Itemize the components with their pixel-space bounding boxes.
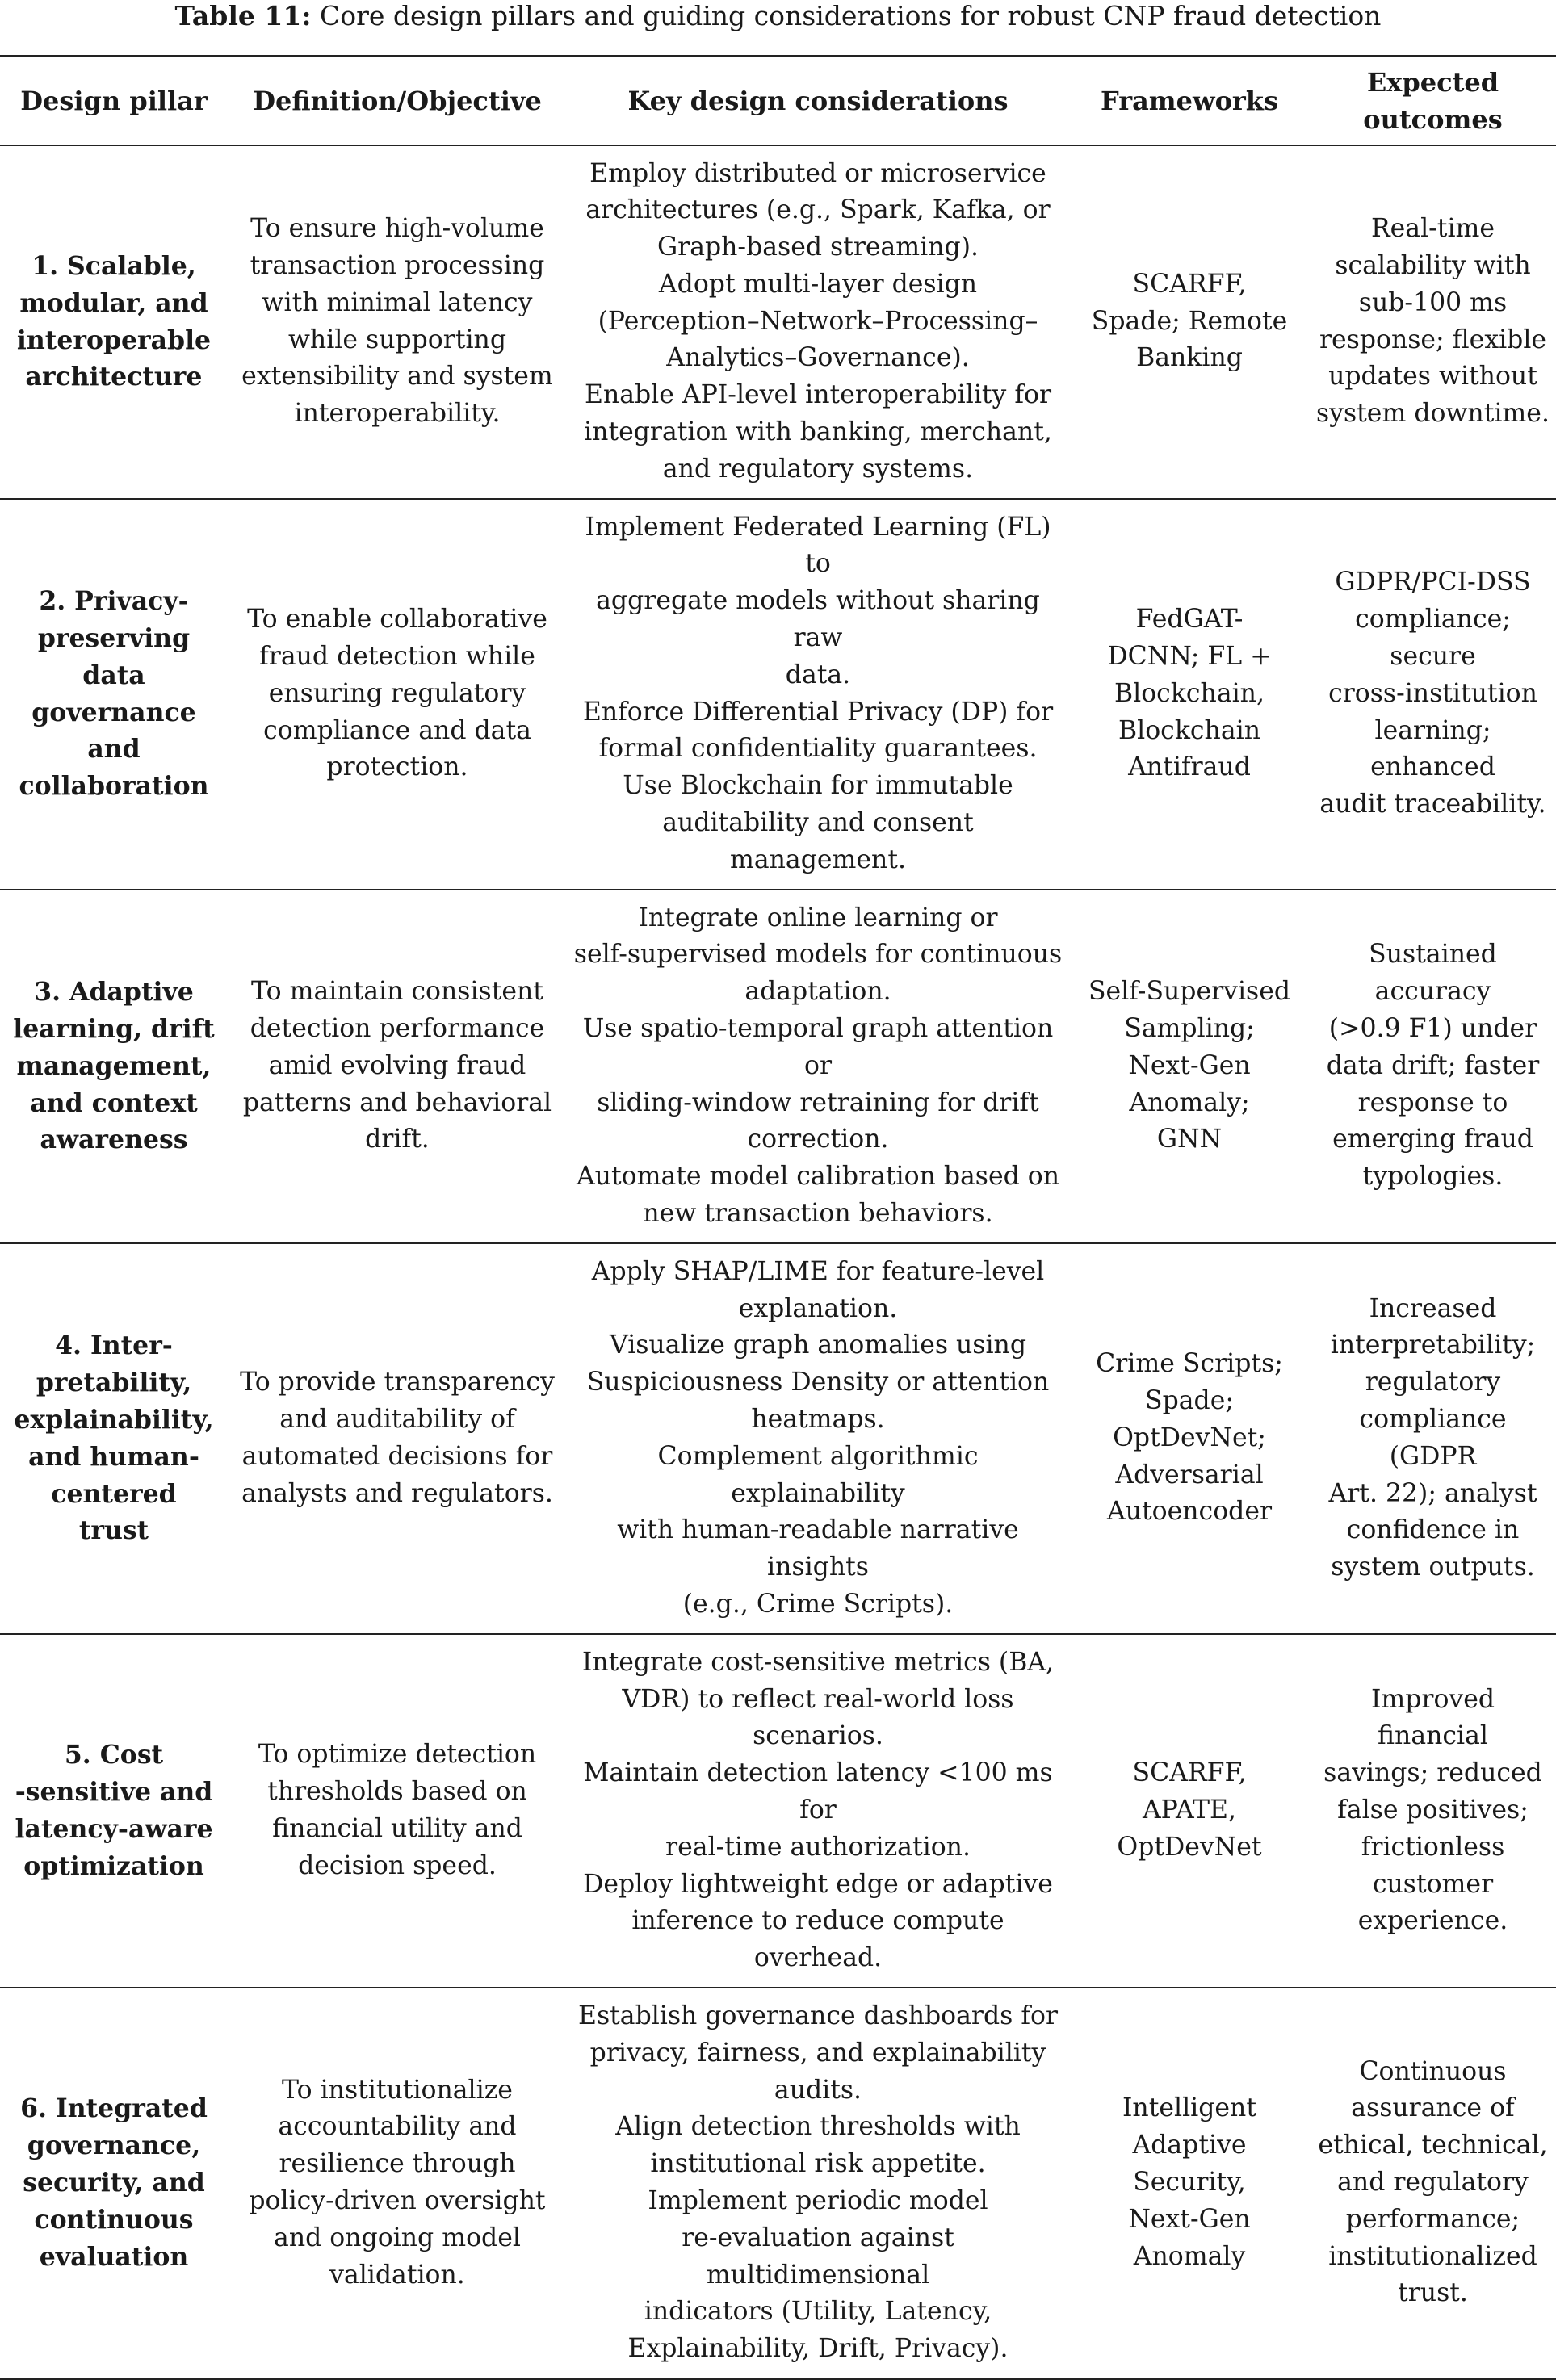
cell-text-line: system downtime. [1316, 399, 1550, 429]
cell-outcomes [1310, 890, 1556, 1243]
cell-text-line: 5. Cost [64, 1740, 164, 1770]
cell-text-line: savings; reduced [1323, 1758, 1542, 1788]
cell-text-line: 6. Integrated [20, 2093, 208, 2124]
cell-text-line: privacy, fairness, and explainability [589, 2038, 1046, 2068]
cell-text-line: sliding-window retraining for drift [597, 1087, 1039, 1117]
cell-text-line: OptDevNet [1117, 1832, 1262, 1862]
cell-text-line: Increased [1369, 1293, 1497, 1323]
cell-text-line: and regulatory [1337, 2168, 1529, 2198]
cell-text-line: Antifraud [1128, 752, 1251, 782]
cell-text-line: Autoencoder [1106, 1497, 1273, 1527]
cell-text-line: SCARFF, [1132, 1758, 1247, 1788]
cell-text-line: To maintain consistent [251, 977, 543, 1007]
cell-text-line: Enforce Differential Privacy (DP) for [582, 697, 1054, 727]
cell-text-line: and auditability of [279, 1405, 515, 1434]
cell-text-line: trust [78, 1515, 149, 1546]
cell-frameworks [1069, 1243, 1310, 1634]
caption-text: Core design pillars and guiding considerations for robust CNP fraud detection [320, 0, 1382, 31]
cell-text-line: Spade; Remote [1091, 306, 1288, 336]
cell-text-line: protection. [326, 752, 468, 782]
cell-text-line: self-supervised models for continuous [573, 940, 1063, 970]
cell-text-line: Analytics–Governance). [666, 343, 970, 373]
cell-text-line: Deploy lightweight edge or adaptive [583, 1869, 1053, 1899]
cell-definition [228, 1243, 567, 1634]
table-row [0, 890, 1556, 1243]
cell-text-line: institutional risk appetite. [650, 2149, 986, 2179]
cell-text-line: management, [16, 1050, 212, 1081]
cell-text-line: fraud detection while [259, 641, 535, 671]
cell-text-line: thresholds based on [267, 1777, 527, 1807]
cell-text-line: financial utility and [272, 1813, 522, 1843]
cell-text-line: audits. [774, 2075, 862, 2105]
cell-definition [228, 1634, 567, 1988]
cell-text-line: Anomaly [1133, 2241, 1246, 2271]
cell-text-line: Art. 22); analyst [1328, 1478, 1537, 1508]
cell-frameworks [1069, 499, 1310, 890]
cell-text-line: data. [785, 660, 851, 689]
cell-text-line: real-time authorization. [665, 1832, 971, 1862]
cell-text-line: Adversarial [1115, 1460, 1264, 1490]
cell-text-line: architectures (e.g., Spark, Kafka, or [585, 195, 1051, 225]
header-outcomes [1310, 57, 1556, 145]
cell-text-line: Use spatio-temporal graph attention or [582, 1014, 1054, 1080]
cell-text-line: amid evolving fraud [268, 1050, 526, 1080]
cell-text-line: correction. [747, 1125, 889, 1154]
cell-design-pillar [0, 1634, 228, 1988]
cell-text-line: and regulatory systems. [662, 454, 974, 484]
table-row [0, 1634, 1556, 1988]
cell-text-line: scalability with [1335, 250, 1531, 280]
cell-text-line: response to [1357, 1087, 1508, 1117]
cell-text-line: Implement periodic model [648, 2185, 988, 2215]
cell-considerations [567, 1634, 1069, 1988]
cell-text-line: extensibility and system [241, 362, 553, 392]
cell-text-line: Employ distributed or microservice [589, 158, 1046, 188]
header-considerations: Key design considerations [627, 85, 1009, 116]
cell-text-line: Spade; [1145, 1386, 1234, 1416]
cell-text-line: patterns and behavioral [242, 1087, 552, 1117]
cell-design-pillar [0, 1988, 228, 2378]
cell-text-line: awareness [40, 1125, 188, 1155]
cell-text-line: Crime Scripts; [1096, 1349, 1283, 1379]
header-frameworks: Frameworks [1101, 85, 1278, 116]
cell-text-line: architecture [25, 362, 203, 392]
cell-text-line: aggregate models without sharing raw [596, 586, 1040, 653]
cell-outcomes [1310, 499, 1556, 890]
cell-text-line: Next-Gen [1128, 1050, 1251, 1080]
cell-text-line: with minimal latency [262, 287, 533, 317]
cell-text-line: interpretability; [1330, 1330, 1536, 1360]
cell-text-line: Explainability, Drift, Privacy). [627, 2334, 1009, 2364]
cell-frameworks [1069, 890, 1310, 1243]
cell-text-line: (Perception–Network–Processing– [598, 306, 1038, 336]
cell-definition [228, 145, 567, 499]
table-header-row [0, 57, 1556, 145]
cell-text-line: Real-time [1370, 214, 1495, 244]
cell-text-line: assurance of [1351, 2093, 1515, 2123]
cell-outcomes [1310, 1634, 1556, 1988]
cell-text-line: compliance; secure [1355, 605, 1511, 671]
cell-text-line: SCARFF, [1132, 269, 1247, 299]
cell-text-line: Automate model calibration based on [576, 1162, 1060, 1192]
cell-text-line: cross-institution [1328, 678, 1537, 708]
cell-text-line: indicators (Utility, Latency, [644, 2297, 992, 2327]
cell-text-line: updates without [1328, 362, 1537, 392]
cell-text-line: experience. [1357, 1906, 1508, 1936]
cell-text-line: APATE, [1142, 1795, 1237, 1825]
header-design-pillar: Design pillar [20, 85, 208, 116]
cell-frameworks [1069, 1634, 1310, 1988]
cell-text-line: FedGAT- [1135, 605, 1244, 635]
table-row [0, 1988, 1556, 2378]
cell-text-line: Implement Federated Learning (FL) to [585, 512, 1051, 579]
design-pillars-table [0, 55, 1556, 2380]
cell-text-line: drift. [365, 1125, 430, 1154]
cell-text-line: preserving data [37, 623, 191, 690]
cell-text-line: compliance and data [263, 715, 531, 745]
cell-text-line: modular, and [19, 287, 208, 318]
cell-text-line: customer [1372, 1869, 1494, 1899]
cell-text-line: Self-Supervised [1088, 977, 1291, 1007]
cell-text-line: ensuring regulatory [268, 678, 526, 708]
cell-text-line: frictionless [1361, 1832, 1505, 1862]
cell-text-line: explainability, [14, 1405, 214, 1435]
cell-text-line: re-evaluation against multidimensional [682, 2223, 954, 2290]
cell-text-line: Anomaly; [1129, 1087, 1250, 1117]
cell-text-line: To ensure high-volume [250, 214, 544, 244]
cell-considerations [567, 1988, 1069, 2378]
cell-text-line: VDR) to reflect real-world loss [622, 1684, 1014, 1714]
cell-definition [228, 1988, 567, 2378]
cell-text-line: Align detection thresholds with [615, 2112, 1021, 2142]
cell-considerations [567, 145, 1069, 499]
cell-text-line: confidence in [1346, 1515, 1520, 1545]
cell-considerations [567, 499, 1069, 890]
cell-text-line: emerging fraud [1332, 1125, 1533, 1154]
cell-text-line: Blockchain, [1114, 678, 1265, 708]
cell-text-line: Visualize graph anomalies using [610, 1330, 1026, 1360]
cell-text-line: Establish governance dashboards for [577, 2001, 1059, 2030]
cell-text-line: trust. [1398, 2278, 1468, 2308]
cell-text-line: pretability, [36, 1368, 192, 1398]
cell-text-line: false positives; [1337, 1795, 1529, 1825]
cell-text-line: institutionalized [1328, 2241, 1537, 2271]
cell-text-line: Adaptive [1132, 2131, 1247, 2160]
cell-text-line: accountability and [278, 2112, 517, 2142]
cell-text-line: transaction processing [250, 250, 545, 280]
cell-text-line: compliance (GDPR [1359, 1405, 1507, 1471]
cell-text-line: with human-readable narrative insights [617, 1515, 1019, 1582]
cell-text-line: security, and [23, 2168, 205, 2198]
cell-text-line: auditability and consent management. [662, 808, 974, 874]
cell-text-line: (e.g., Crime Scripts). [682, 1589, 954, 1619]
cell-text-line: performance; [1345, 2204, 1520, 2234]
cell-text-line: governance and [31, 697, 196, 765]
table-row [0, 145, 1556, 499]
cell-text-line: detection performance [250, 1014, 545, 1044]
table-row [0, 499, 1556, 890]
cell-text-line: To institutionalize [282, 2075, 513, 2105]
cell-text-line: new transaction behaviors. [643, 1199, 993, 1229]
cell-text-line: Graph-based streaming). [656, 233, 979, 262]
cell-text-line: Suspiciousness Density or attention [586, 1368, 1050, 1397]
cell-text-line: Enable API-level interoperability for [584, 380, 1052, 410]
cell-considerations [567, 890, 1069, 1243]
cell-text-line: explanation. [738, 1293, 898, 1323]
cell-text-line: Intelligent [1122, 2093, 1256, 2123]
header-outcomes-line: Expected [1366, 66, 1499, 98]
cell-text-line: integration with banking, merchant, [584, 417, 1052, 447]
cell-text-line: Use Blockchain for immutable [623, 771, 1013, 801]
cell-outcomes [1310, 1243, 1556, 1634]
cell-definition [228, 499, 567, 890]
cell-text-line: automated decisions for [241, 1441, 553, 1471]
cell-text-line: regulatory [1365, 1368, 1501, 1397]
cell-text-line: To enable collaborative [247, 605, 547, 635]
cell-text-line: Blockchain [1118, 715, 1260, 745]
caption-label: Table 11: [174, 0, 312, 31]
cell-text-line: and context [30, 1087, 198, 1118]
cell-text-line: heatmaps. [751, 1405, 885, 1434]
table-row [0, 1243, 1556, 1634]
cell-text-line: Integrate online learning or [638, 903, 998, 932]
cell-text-line: decision speed. [298, 1850, 497, 1880]
cell-text-line: OptDevNet; [1113, 1423, 1266, 1452]
cell-text-line: Maintain detection latency <100 ms for [583, 1758, 1053, 1825]
cell-text-line: 4. Inter- [55, 1330, 173, 1361]
cell-text-line: policy-driven oversight [249, 2185, 546, 2215]
cell-text-line: adaptation. [744, 977, 891, 1007]
cell-text-line: learning, drift [13, 1014, 215, 1045]
cell-text-line: centered [51, 1478, 177, 1509]
cell-text-line: response; flexible [1319, 325, 1547, 354]
cell-frameworks [1069, 1988, 1310, 2378]
cell-text-line: Complement algorithmic explainability [657, 1441, 979, 1508]
cell-text-line: Security, [1133, 2168, 1246, 2198]
cell-text-line: sub-100 ms [1358, 287, 1508, 317]
cell-design-pillar [0, 145, 228, 499]
cell-text-line: GDPR/PCI-DSS [1335, 568, 1531, 597]
cell-text-line: and ongoing model [274, 2223, 521, 2252]
cell-text-line: Sustained accuracy [1369, 940, 1497, 1007]
cell-text-line: 3. Adaptive [34, 977, 194, 1008]
header-outcomes-line: outcomes [1363, 103, 1503, 135]
cell-text-line: Continuous [1359, 2056, 1507, 2086]
table-caption [0, 0, 1556, 32]
cell-text-line: and human- [28, 1441, 199, 1472]
cell-text-line: learning; enhanced [1370, 715, 1495, 782]
cell-text-line: typologies. [1362, 1162, 1504, 1192]
cell-text-line: DCNN; FL + [1107, 641, 1272, 671]
cell-outcomes [1310, 1988, 1556, 2378]
cell-text-line: To provide transparency [240, 1368, 555, 1397]
cell-text-line: latency-aware [15, 1813, 213, 1844]
cell-text-line: interoperability. [294, 399, 501, 429]
cell-text-line: GNN [1156, 1125, 1223, 1154]
cell-text-line: formal confidentiality guarantees. [598, 734, 1038, 764]
cell-text-line: Improved financial [1370, 1684, 1495, 1751]
cell-text-line: interoperable [16, 325, 212, 355]
cell-text-line: Next-Gen [1128, 2204, 1251, 2234]
cell-text-line: -sensitive and [15, 1777, 213, 1808]
cell-text-line: inference to reduce compute overhead. [631, 1906, 1004, 1973]
cell-text-line: system outputs. [1331, 1552, 1535, 1582]
cell-design-pillar [0, 1243, 228, 1634]
cell-frameworks [1069, 145, 1310, 499]
cell-text-line: evaluation [39, 2241, 189, 2272]
cell-text-line: while supporting [287, 325, 507, 354]
cell-text-line: resilience through [279, 2149, 516, 2179]
cell-text-line: (>0.9 F1) under [1328, 1014, 1537, 1044]
cell-text-line: 1. Scalable, [31, 250, 196, 281]
cell-text-line: Banking [1136, 343, 1243, 373]
cell-text-line: validation. [329, 2260, 465, 2290]
cell-considerations [567, 1243, 1069, 1634]
cell-design-pillar [0, 499, 228, 890]
cell-text-line: 2. Privacy- [39, 586, 189, 617]
cell-text-line: analysts and regulators. [241, 1478, 553, 1508]
cell-text-line: Apply SHAP/LIME for feature-level [591, 1256, 1045, 1286]
cell-text-line: data drift; faster [1326, 1050, 1540, 1080]
cell-text-line: optimization [23, 1850, 204, 1881]
cell-text-line: Sampling; [1124, 1014, 1255, 1044]
cell-text-line: ethical, technical, [1318, 2131, 1548, 2160]
cell-text-line: audit traceability. [1319, 790, 1546, 819]
header-definition: Definition/Objective [253, 85, 542, 116]
cell-text-line: governance, [27, 2131, 201, 2161]
cell-design-pillar [0, 890, 228, 1243]
cell-text-line: To optimize detection [258, 1740, 537, 1770]
cell-text-line: Adopt multi-layer design [658, 269, 978, 299]
cell-text-line: collaboration [19, 771, 209, 802]
cell-definition [228, 890, 567, 1243]
cell-text-line: scenarios. [753, 1721, 883, 1751]
cell-text-line: continuous [34, 2204, 194, 2235]
cell-outcomes [1310, 145, 1556, 499]
cell-text-line: Integrate cost-sensitive metrics (BA, [581, 1647, 1055, 1677]
